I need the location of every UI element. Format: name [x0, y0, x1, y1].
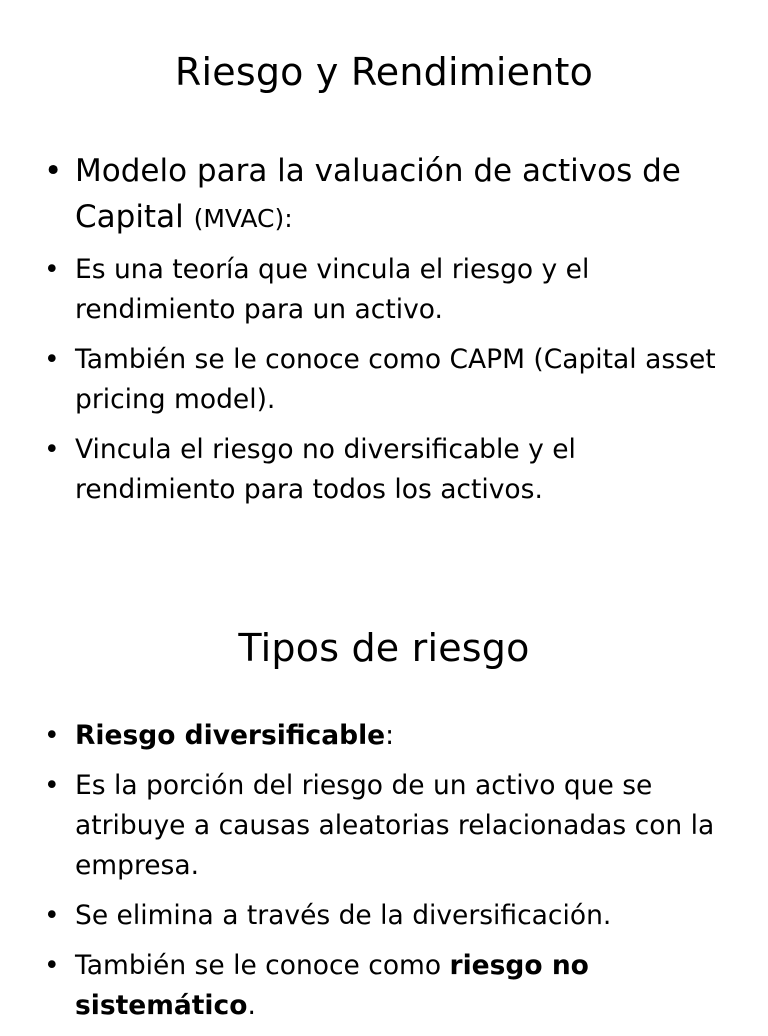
list-item — [44, 340, 724, 420]
list-item-text: Es la porción del riesgo de un activo que se atribuye a causas aleatorias relacionadas con la empresa. — [75, 770, 715, 881]
bullet-icon: • — [44, 950, 60, 981]
slide-title: Tipos de riesgo — [238, 626, 530, 670]
bullet-icon: • — [44, 344, 60, 375]
list-item — [44, 766, 724, 886]
list-item-suffix: . — [247, 990, 256, 1021]
list-item — [44, 716, 724, 756]
list-item-text: También se le conoce como CAPM (Capital asset pricing model). — [75, 344, 716, 415]
list-item — [44, 148, 724, 242]
list-item-suffix: : — [385, 720, 395, 751]
list-item — [44, 250, 724, 330]
slide-tipos-de-riesgo — [0, 580, 768, 1024]
bullet-icon: • — [44, 254, 60, 285]
list-item-text: Es una teoría que vincula el riesgo y el rendimiento para un activo. — [75, 254, 590, 325]
list-item — [44, 430, 724, 510]
bullet-icon: • — [44, 720, 60, 751]
list-item-text: También se le conoce como — [75, 950, 450, 981]
bullet-icon: • — [44, 434, 60, 465]
list-item-text: Modelo para la valuación de activos de Capital — [75, 153, 681, 235]
list-item-text: Vincula el riesgo no diversificable y el rendimiento para todos los activos. — [75, 434, 576, 505]
bold-term: Riesgo diversificable — [75, 720, 386, 751]
bullet-icon: • — [44, 153, 63, 189]
bullet-icon: • — [44, 900, 60, 931]
bullet-list — [44, 716, 724, 1036]
bold-term: riesgo no sistemático — [75, 950, 589, 1021]
slide-title: Riesgo y Rendimiento — [174, 50, 594, 94]
bullet-icon: • — [44, 770, 60, 801]
list-item-text: Se elimina a través de la diversificación. — [75, 900, 612, 931]
list-item-suffix: (MVAC): — [193, 204, 293, 233]
bullet-list — [44, 148, 724, 520]
list-item — [44, 946, 724, 1026]
list-item — [44, 896, 724, 936]
